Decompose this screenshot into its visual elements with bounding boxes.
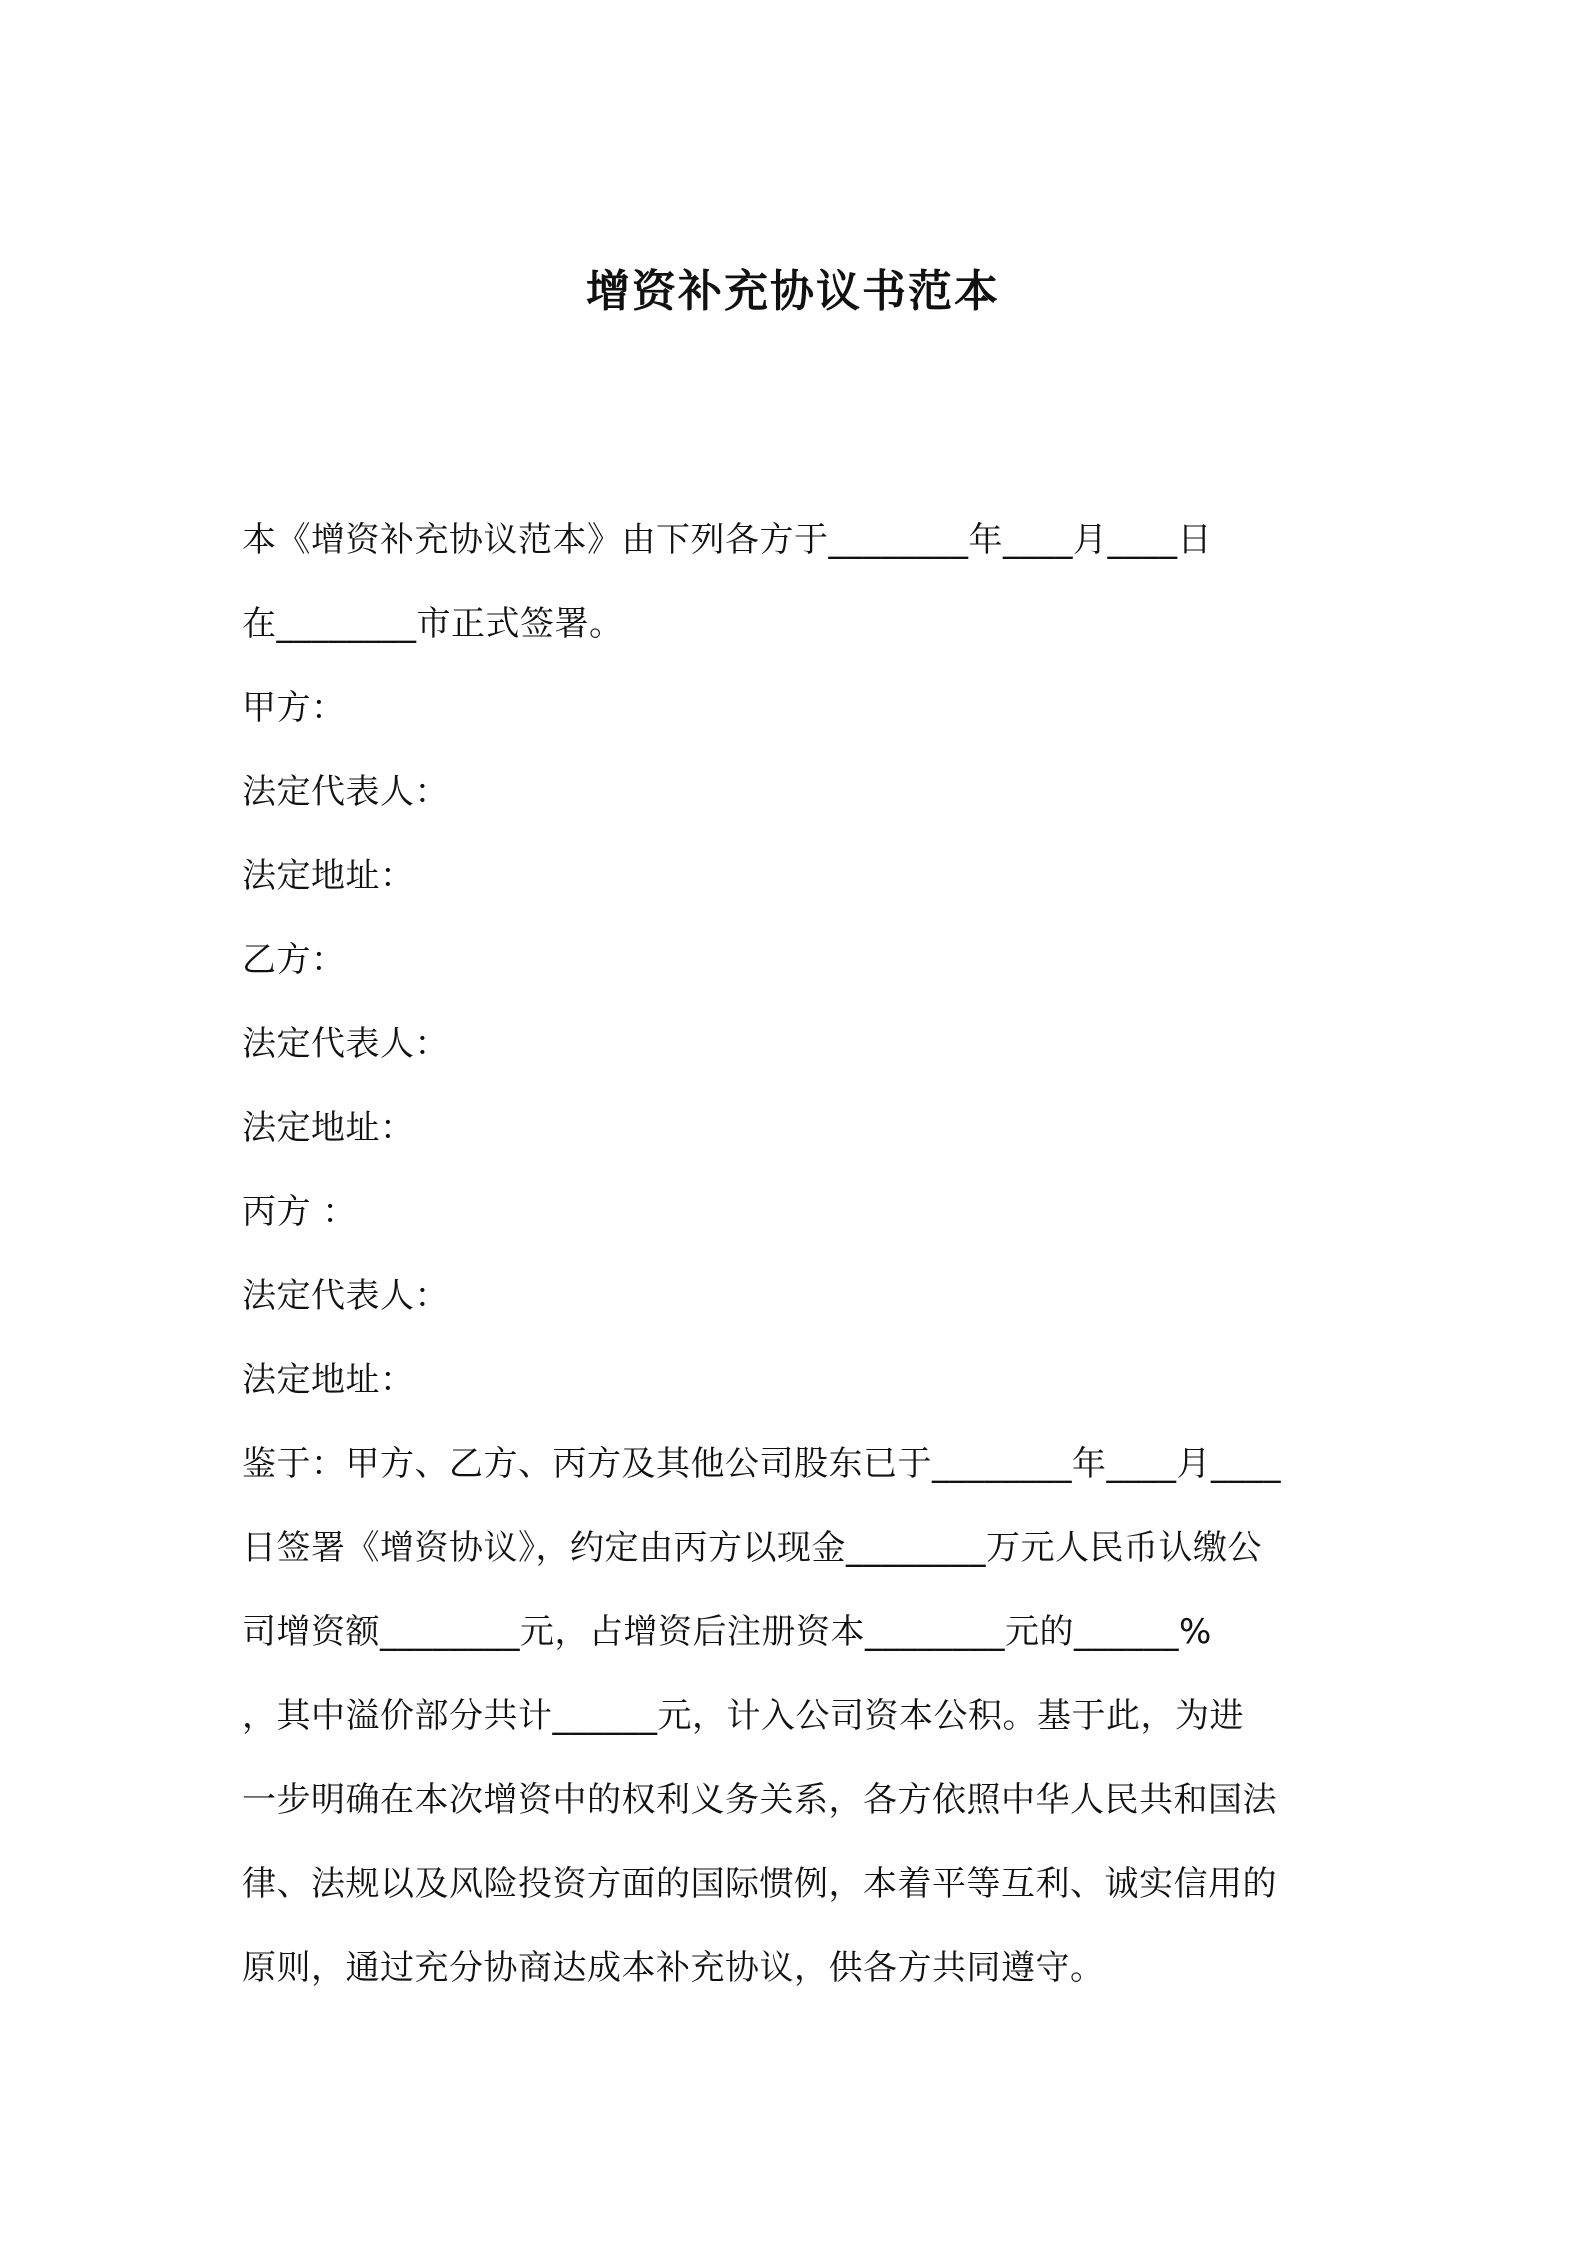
recital-line-4: ，其中溢价部分共计______元，计入公司资本公积。基于此，为进 <box>242 1696 1244 1736</box>
party-b-representative: 法定代表人： <box>242 1024 449 1064</box>
recital-line-2: 日签署《增资协议》，约定由丙方以现金________万元人民币认缴公 <box>242 1528 1262 1568</box>
party-c-address: 法定地址： <box>242 1360 415 1400</box>
document-title: 增资补充协议书范本 <box>586 266 1000 317</box>
preamble-line-2: 在________市正式签署。 <box>242 604 624 644</box>
recital-line-1: 鉴于：甲方、乙方、丙方及其他公司股东已于________年____月____ <box>242 1444 1281 1484</box>
recital-line-5: 一步明确在本次增资中的权利义务关系，各方依照中华人民共和国法 <box>242 1780 1277 1820</box>
party-c-representative: 法定代表人： <box>242 1276 449 1316</box>
recital-line-6: 律、法规以及风险投资方面的国际惯例，本着平等互利、诚实信用的 <box>242 1864 1277 1904</box>
party-a-address: 法定地址： <box>242 856 415 896</box>
party-a-representative: 法定代表人： <box>242 772 449 812</box>
party-a-label: 甲方： <box>242 688 346 728</box>
preamble-line-1: 本《增资补充协议范本》由下列各方于________年____月____日 <box>242 520 1212 560</box>
party-b-label: 乙方： <box>242 940 346 980</box>
recital-line-7: 原则，通过充分协商达成本补充协议，供各方共同遵守。 <box>242 1948 1105 1988</box>
recital-line-3: 司增资额________元，占增资后注册资本________元的______% <box>242 1612 1212 1652</box>
party-b-address: 法定地址： <box>242 1108 415 1148</box>
party-c-label: 丙方 ： <box>242 1192 357 1232</box>
document-body <box>242 498 1362 2010</box>
